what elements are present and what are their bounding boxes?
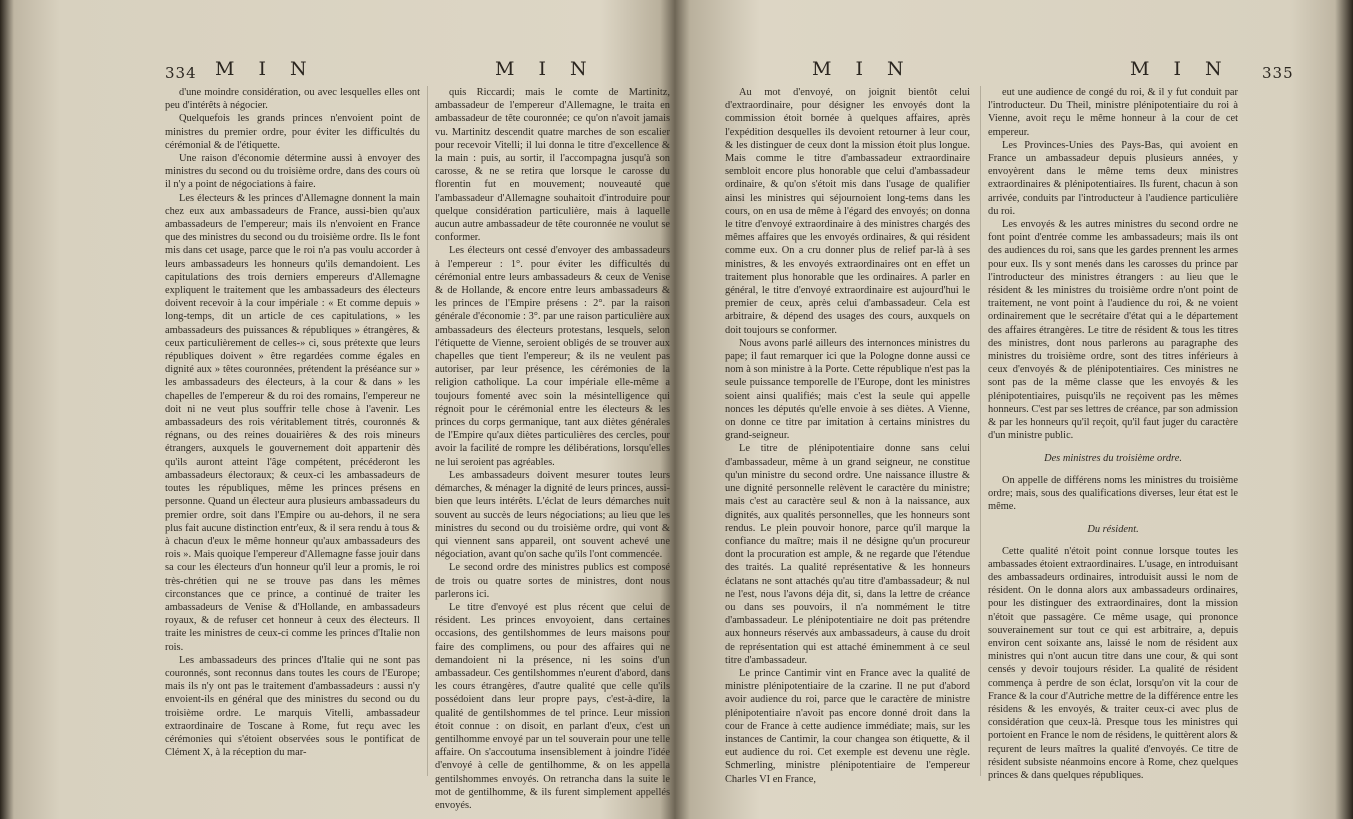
paragraph: eut une audience de congé du roi, & il y fut conduit par l'introducteur. Du Theil, ministre plénipotentiaire du roi à Vienne, avoit reçu le même honneur à la cour de cet empereur. xyxy=(988,87,1238,138)
paragraph: quis Riccardi; mais le comte de Martinitz, ambassadeur de l'empereur d'Allemagne, le traita en ambassadeur de tête couronnée; ce qu'on n'avoit jamais vu. Martinitz descendit quatre marches de son escalier pour recevoir Vitelli; il lui donna le titre d'excellence & la main : puis, au sortir, il l'accompagna jusqu'à son carosse, & ne se retira que lorsque le carosse du florentin fut en mouvement; nouveauté que l'ambassadeur d'Allemagne souhaitoit d'introduire pour quelque considération particulière, mais à laquelle aucun autre ambassadeur de tête couronnée ne voulut se conformer. xyxy=(435,87,670,244)
paragraph: Les ambassadeurs doivent mesurer toutes leurs démarches, & ménager la dignité de leurs princes, aussi-bien que leurs intérêts. L'éclat de leurs démarches nuit souvent au succès de leurs négociations; au lieu que les ministres du second ou du troisième ordre, qui vont & qui viennent sans appareil, ont souvent achevé une négociation, avant qu'on sache qu'ils l'ont commencée. xyxy=(435,469,670,561)
section-heading: Des ministres du troisième ordre. xyxy=(1044,453,1182,465)
paragraph: Quelquefois les grands princes n'envoient point de ministres du premier ordre, pour éviter les difficultés du cérémonial & de l'étiquette. xyxy=(165,113,420,151)
paragraph: Le second ordre des ministres publics est composé de trois ou quatre sortes de ministres, dont nous parlerons ici. xyxy=(435,562,670,600)
right-running-head-2: M I N xyxy=(1130,58,1231,80)
paragraph: Une raison d'économie détermine aussi à envoyer des ministres du second ou du troisième ordre, dans des cours où il n'y a point de négociations à faire. xyxy=(165,153,420,191)
paragraph: Les ambassadeurs des princes d'Italie qui ne sont pas couronnés, sont reconnus dans toutes les cours de l'Europe; mais ils n'y ont pas le traitement d'ambassadeurs : aussi n'y envoient-ils en général que des ministres du second ou du troisième ordre. Le marquis Vitelli, ambassadeur extraordinaire de Toscane à Rome, fut reçu avec les cérémonies qui s'étoient observées sous le pontificat de Clément X, à la réception du mar- xyxy=(165,654,420,759)
paragraph: Les électeurs ont cessé d'envoyer des ambassadeurs à l'empereur : 1°. pour éviter les difficultés du cérémonial entre leurs ambassadeurs & ceux de Venise & de Hollande, & encore entre leurs ambassadeurs & les princes de l'Empire présens : 2°. par la raison générale d'économie : 3°. par une raison particulière aux ambassadeurs des électeurs protestans, lesquels, selon l'étiquette de Vienne, seroient obligés de se trouver aux chapelles que tient l'empereur; & ils ne veulent pas autoriser, par leur présence, les cérémonies de la religion catholique. La cour impériale elle-même a toujours fomenté avec soin la mésintelligence qui régnoit pour le cérémonial entre les électeurs & les princes du corps germanique, tant aux diètes générales de l'Empire qu'aux diètes particulières des cercles, pour avoir la facilité de rompre les délibérations, lorsqu'elles ne lui seroient pas agréables. xyxy=(435,245,670,468)
left-running-head-2: M I N xyxy=(495,58,596,80)
right-running-head-1: M I N xyxy=(812,58,913,80)
paragraph: Les envoyés & les autres ministres du second ordre ne font point d'entrée comme les ambassadeurs; mais ils ont des audiences du roi, sans que les gardes prennent les armes pour eux. Ils y sont menés dans les carosses du prince par l'introducteur des ministres étrangers : au lieu que le résident & les ministres du troisième ordre n'ont point de traitement, ne vont point à l'audience du roi, & ne voient ordinairement que le secrétaire d'état qui a le département des affaires étrangères. Le titre de résident & tous les titres des ministres, dont nous parlerons au paragraphe des ministres du troisième ordre, sont des titres inférieurs à ceux d'envoyés & de plénipotentiaires. Ces ministres ne sont pas de la même classe que les envoyés & les plénipotentiaires, puisqu'ils ne reçoivent pas les mêmes honneurs. C'est par ses lettres de créance, par son admission & par les honneurs qu'il reçoit, qu'il faut juger du caractère d'un ministre public. xyxy=(988,219,1238,442)
right-page-number: 335 xyxy=(1262,64,1294,82)
column-rule xyxy=(980,86,981,776)
right-page xyxy=(690,0,1340,819)
paragraph: d'une moindre considération, ou avec lesquelles elles ont peu d'intérêts à négocier. xyxy=(165,87,420,112)
right-column-1 xyxy=(725,86,970,786)
left-running-head-1: M I N xyxy=(215,58,316,80)
paragraph: Le prince Cantimir vint en France avec la qualité de ministre plénipotentiaire de la czarine. Il ne put d'abord avoir audience du roi, parce que le caractère de ministre plénipotentiaire n'avoit pas encore donné droit dans la cour de France à cette audience immédiate; mais, sur les instances de Cantimir, la cour changea son étiquette, & il eut audience du roi. Cet exemple est devenu une règle. Schmerling, ministre plénipotentiaire de l'empereur Charles VI en France, xyxy=(725,667,970,785)
paragraph: Au mot d'envoyé, on joignit bientôt celui d'extraordinaire, pour désigner les envoyés dont la commission étoit bornée à quelques affaires, après l'expédition desquelles ils devoient retourner à leur cour, & les distinguer de ceux dont la mission étoit plus longue. Mais comme le titre d'ambassadeur extraordinaire sembloit encore plus honorable que celui d'ambassadeur ordinaire, & qu'on s'étoit mis dans l'usage de qualifier ainsi les ministres qui séjournoient long-tems dans les cours, on en usa de même à l'égard des envoyés; on donna le titre d'envoyé extraordinaire à des ministres chargés des mêmes affaires que les envoyés ordinaires, & qui résident comme eux. On a cru donner plus de relief par-là à ses ministres, & les envoyés extraordinaires ont en effet un traitement plus honorable que les ordinaires. A parler en général, le titre d'envoyé extraordinaire est aujourd'hui le premier de ceux, après celui d'ambassadeur. Cela est arbitraire, & dépend des usages des cours, auxquels on doit toujours se conformer. xyxy=(725,87,970,336)
left-column-2 xyxy=(435,86,670,811)
paragraph: Les électeurs & les princes d'Allemagne donnent la main chez eux aux ambassadeurs de France, aussi-bien qu'aux ambassadeurs de l'empereur; mais ils n'envoient en France que des ministres du second ou du troisième ordre. Ils le font mis dans cet usage, parce que le roi n'a pas voulu accorder à leurs ambassadeurs les honneurs qu'ils demandoient. Les capitulations des trois derniers empereurs d'Allemagne expliquent le traitement que les ambassadeurs des électeurs doivent recevoir à la cour impériale : « Et comme depuis » long-temps, dit un article de ces capitulations, » les ambassadeurs des puissances & républiques » étrangères, & ceux particulièrement de celles-» ci, sous prétexte que leurs républiques doivent » être regardées comme égales en dignité aux » têtes couronnées, prétendent la préséance sur » les ambassadeurs des électeurs, à la cour & dans » les chapelles de l'empereur & du roi des romains, l'empereur ne doit ni ne veut plus souffrir telle chose à l'avenir. Les ambassadeurs des rois véritablement titrés, couronnés & régnans, ou des reines douairières & des rois mineurs étrangers, auxquels le gouvernement doit appartenir dès qu'ils auront atteint l'âge compétent, précéderont les ambassadeurs électoraux; & ceux-ci les ambassadeurs de toutes les républiques, même les princes présens en personne. Quand un électeur aura plusieurs ambassadeurs du premier ordre, soit dans l'Empire ou au-dehors, il ne sera plus fait aucune distinction entr'eux, & il sera rendu à tous & à chacun d'eux le même honneur qu'aux ambassadeurs des rois ». Mais quoique l'empereur d'Allemagne fasse jouir dans sa cour les électeurs d'un honneur qu'il leur a promis, le roi très-chrétien qui ne se trouve pas dans les mêmes circonstances que ce prince, a continué de traiter les ambassadeurs de Venise & d'Hollande, en ambassadeurs royaux, & de refuser cet honneur à ceux des électeurs. Il traite les ministres de ceux-ci comme les princes d'Italie non rois. xyxy=(165,192,420,653)
right-running-header xyxy=(690,58,1340,88)
right-column-2 xyxy=(988,86,1238,786)
paragraph: Le titre de plénipotentiaire donne sans celui d'ambassadeur, même à un grand seigneur, ne constitue qu'un ministre du second ordre. Une naissance illustre & une dignité personnelle relèvent le caractère du ministre; mais c'est au caractère seul & non à la naissance, aux dignités, aux qualités personnelles, que les honneurs sont rendus. Le plein pouvoir honore, parce qu'il marque la confiance du maître; mais il ne désigne qu'un procureur dont la procuration est ample, & ne regarde que l'étendue des traités. La qualité représentative & les honneurs éclatans ne sont attachés qu'au titre d'ambassadeur; & nul ne l'est, nous l'avons déja dit, si, dans la lettre de créance ou dans ses pouvoirs, il n'a nommément le titre d'ambassadeur. Le plénipotentiaire ne doit pas prétendre aux honneurs réservés aux ambassadeurs, à cause du droit de représentation qui est attaché éminemment à ce seul titre d'ambassadeur. xyxy=(725,443,970,666)
left-page xyxy=(15,0,670,819)
left-running-header xyxy=(15,58,670,88)
paragraph: Les Provinces-Unies des Pays-Bas, qui avoient en France un ambassadeur depuis plusieurs années, y envoyèrent dans le même tems deux ministres extraordinaires & plénipotentiaires. Ils furent, chacun à son arrivée, conduits par l'introducteur à l'audience particulière du roi. xyxy=(988,139,1238,217)
column-rule xyxy=(427,86,428,776)
paragraph: On appelle de différens noms les ministres du troisième ordre; mais, sous des qualifications diverses, leur état est le même. xyxy=(988,474,1238,513)
left-page-number: 334 xyxy=(165,64,197,82)
paragraph: Cette qualité n'étoit point connue lorsque toutes les ambassades étoient extraordinaires. L'usage, en introduisant des ambassadeurs ordinaires, introduisit aussi le nom de résident. On le donna alors aux ambassadeurs ordinaires, pour les distinguer des extraordinaires, dont la mission n'étoit que passagère. Ce même usage, qui prononce souverainement sur tout ce qui est arbitraire, a, depuis environ cent soixante ans, laissé le nom de résident aux ministres qui n'ont aucun titre dans une cour, & qui sont censés y devoir toujours résider. La qualité de résident commença à perdre de son éclat, lorsqu'on vit la cour de France & la cour d'Autriche mettre de la différence entre les résidens & les envoyés, & traiter ceux-ci avec plus de considération que ceux-là. Presque tous les ministres qui portoient en France le nom de résidens, le quittèrent alors & reçurent de leurs maîtres la qualité d'envoyés. Ce titre de résident subsiste néanmoins encore à Rome, chez quelques princes & dans quelques républiques. xyxy=(988,545,1238,781)
left-column-1 xyxy=(165,86,420,786)
section-heading: Du résident. xyxy=(1087,524,1139,536)
paragraph: Le titre d'envoyé est plus récent que celui de résident. Les princes envoyoient, dans certaines occasions, des gentilshommes de leurs maisons pour faire des complimens, ou pour des affaires qui ne demandoient ni la présence, ni les soins d'un ambassadeur. Ces gentilshommes n'eurent d'abord, dans les cours étrangères, d'autre qualité que celle qu'ils possédoient dans leur propre pays, c'est-à-dire, la qualité de gentilshommes de tel prince. Leur mission étoit connue : on disoit, en parlant d'eux, c'est un gentilhomme envoyé par un tel souverain pour une telle affaire. On s'accoutuma insensiblement à joindre l'idée d'envoyé à celle de gentilhomme, & on les appella gentilshommes envoyés. On retrancha dans la suite le mot de gentilhomme, & ils furent simplement appellés envoyés. xyxy=(435,601,670,811)
paragraph: Nous avons parlé ailleurs des internonces ministres du pape; il faut remarquer ici que la Pologne donne aussi ce nom à son ministre à la Porte. Cette république n'est pas la seule puissance temporelle de l'Europe, dont les ministres soient ainsi qualifiés; mais c'est la seule qui appelle nonces les députés qu'elle envoie à ses diètes. A Vienne, on donne ce titre par imitation à certains ministres du grand-seigneur. xyxy=(725,337,970,442)
